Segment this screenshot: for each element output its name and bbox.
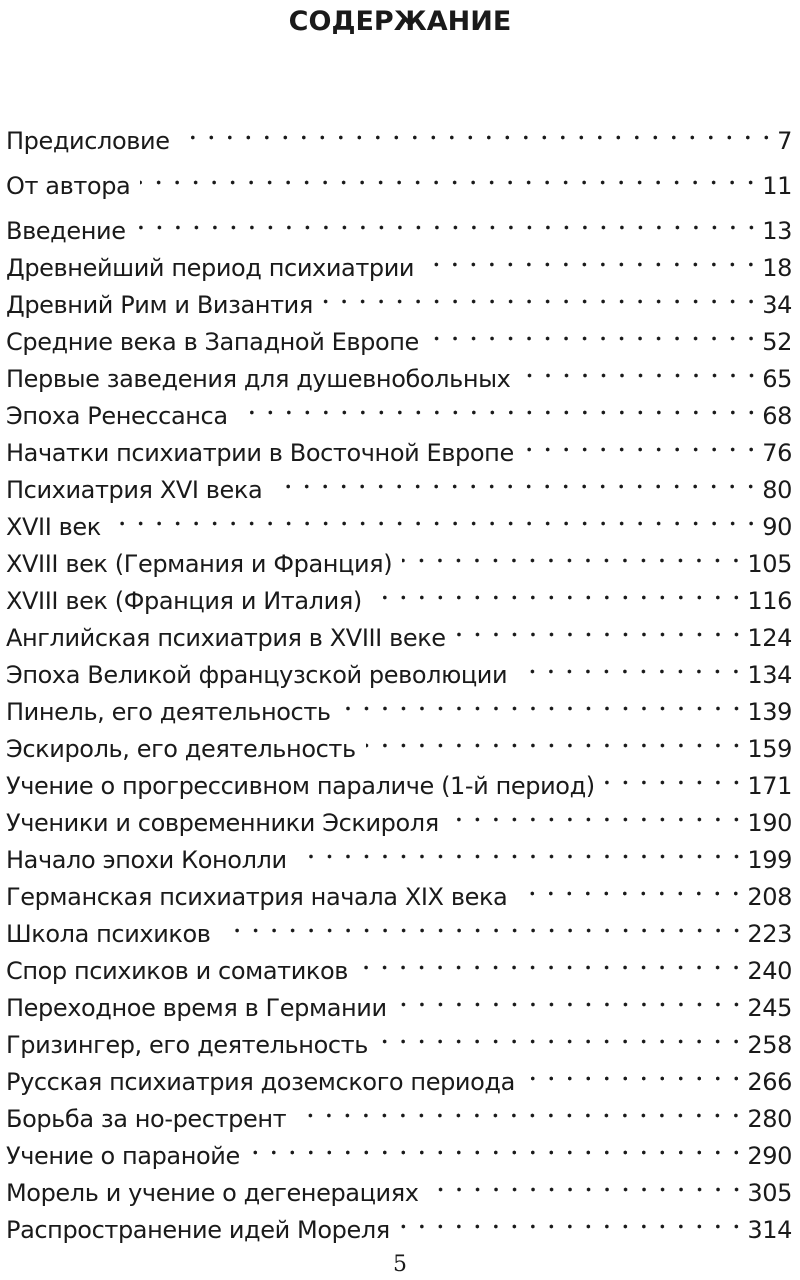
- dot-leader: [456, 609, 746, 646]
- toc-entry-page-number: 116: [747, 587, 792, 615]
- toc-entry-page-number: 199: [747, 846, 792, 874]
- toc-entry-page-number: 90: [762, 513, 792, 541]
- toc-entry-title: Предисловие: [6, 127, 170, 155]
- dot-leader: [524, 424, 760, 461]
- toc-entry-page-number: 280: [747, 1105, 792, 1133]
- toc-entry-title: Борьба за но-рестрент: [6, 1105, 287, 1133]
- toc-entry-title: Первые заведения для душевнобольных: [6, 365, 511, 393]
- dot-leader: [517, 868, 745, 905]
- toc-entry[interactable]: [6, 1053, 792, 1096]
- toc-entry-page-number: 11: [762, 172, 792, 200]
- dot-leader: [238, 387, 761, 424]
- dot-leader: [378, 1016, 745, 1053]
- toc-entry-title: Русская психиатрия доземского периода: [6, 1068, 515, 1096]
- toc-entry-page-number: 240: [747, 957, 792, 985]
- page-title: СОДЕРЖАНИЕ: [288, 6, 512, 37]
- toc-entry-page-number: 159: [747, 735, 792, 763]
- toc-entry-page-number: 65: [762, 365, 792, 393]
- toc-entry-page-number: 124: [747, 624, 792, 652]
- toc-entry-title: Древнейший период психиатрии: [6, 254, 415, 282]
- toc-entry-title: Распространение идей Мореля: [6, 1216, 390, 1244]
- toc-entry[interactable]: [6, 313, 792, 356]
- dot-leader: [517, 646, 745, 683]
- dot-leader: [429, 1164, 746, 1201]
- toc-entry[interactable]: [6, 202, 792, 245]
- toc-entry[interactable]: [6, 239, 792, 282]
- toc-entry-title: Германская психиатрия начала XIX века: [6, 883, 508, 911]
- toc-entry[interactable]: [6, 979, 792, 1022]
- toc-entry-title: Введение: [6, 217, 126, 245]
- toc-entry[interactable]: [6, 1201, 792, 1244]
- dot-leader: [605, 757, 746, 794]
- toc-entry[interactable]: [6, 868, 792, 911]
- page-number: 5: [393, 1252, 407, 1277]
- toc-entry-page-number: 190: [747, 809, 792, 837]
- toc-entry-page-number: 171: [747, 772, 792, 800]
- toc-entry[interactable]: [6, 387, 792, 430]
- dot-leader: [136, 202, 761, 239]
- toc-entry[interactable]: [6, 1127, 792, 1170]
- toc-entry[interactable]: [6, 831, 792, 874]
- dot-leader: [297, 831, 746, 868]
- toc-entry-page-number: 314: [747, 1216, 792, 1244]
- toc-entry-title: Древний Рим и Византия: [6, 291, 313, 319]
- toc-entry[interactable]: [6, 276, 792, 319]
- toc-entry-title: Психиатрия XVI века: [6, 476, 263, 504]
- toc-entry-page-number: 134: [747, 661, 792, 689]
- toc-entry-title: Учение о паранойе: [6, 1142, 240, 1170]
- toc-entry[interactable]: [6, 1164, 792, 1207]
- toc-entry[interactable]: [6, 720, 792, 763]
- toc-entry-title: XVII век: [6, 513, 101, 541]
- toc-entry-page-number: 223: [747, 920, 792, 948]
- toc-entry[interactable]: [6, 794, 792, 837]
- toc-entry-page-number: 245: [747, 994, 792, 1022]
- toc-entry-title: Эскироль, его деятельность: [6, 735, 356, 763]
- toc-entry-title: Пинель, его деятельность: [6, 698, 331, 726]
- toc-entry-page-number: 52: [762, 328, 792, 356]
- toc-entry[interactable]: [6, 1016, 792, 1059]
- toc-entry-page-number: 80: [762, 476, 792, 504]
- toc-entry-title: Морель и учение о дегенерациях: [6, 1179, 419, 1207]
- toc-entry-title: XVIII век (Германия и Франция): [6, 550, 393, 578]
- toc-entry-title: Учение о прогрессивном параличе (1-й период): [6, 772, 595, 800]
- toc-entry-title: От автора: [6, 172, 131, 200]
- toc-entry[interactable]: [6, 1090, 792, 1133]
- dot-leader: [397, 979, 746, 1016]
- dot-leader: [272, 461, 760, 498]
- dot-leader: [358, 942, 745, 979]
- toc-entry-title: Английская психиатрия в XVIII веке: [6, 624, 446, 652]
- toc-entry-title: Ученики и современники Эскироля: [6, 809, 439, 837]
- toc-entry[interactable]: [6, 157, 792, 200]
- toc-entry[interactable]: [6, 350, 792, 393]
- toc-entry[interactable]: [6, 942, 792, 985]
- toc-entry[interactable]: [6, 112, 792, 155]
- dot-leader: [296, 1090, 745, 1127]
- toc-entry-page-number: 18: [762, 254, 792, 282]
- toc-entry[interactable]: [6, 609, 792, 652]
- toc-entry[interactable]: [6, 683, 792, 726]
- toc-entry-page-number: 76: [762, 439, 792, 467]
- toc-entry-page-number: 266: [747, 1068, 792, 1096]
- toc-entry[interactable]: [6, 461, 792, 504]
- toc-entry[interactable]: [6, 535, 792, 578]
- toc-entry-page-number: 68: [762, 402, 792, 430]
- toc-entry-page-number: 105: [747, 550, 792, 578]
- toc-entry-title: Спор психиков и соматиков: [6, 957, 349, 985]
- toc-entry-page-number: 13: [762, 217, 792, 245]
- toc-entry-page-number: 7: [777, 127, 792, 155]
- dot-leader: [402, 535, 745, 572]
- toc-entry-page-number: 290: [747, 1142, 792, 1170]
- toc-entry[interactable]: [6, 498, 792, 541]
- dot-leader: [449, 794, 746, 831]
- toc-entry-title: Начатки психиатрии в Восточной Европе: [6, 439, 514, 467]
- toc-entry[interactable]: [6, 424, 792, 467]
- dot-leader: [366, 720, 746, 757]
- dot-leader: [521, 350, 761, 387]
- toc-entry-page-number: 208: [747, 883, 792, 911]
- toc-entry-page-number: 258: [747, 1031, 792, 1059]
- dot-leader: [250, 1127, 746, 1164]
- dot-leader: [429, 313, 760, 350]
- toc-entry-title: Эпоха Великой французской революции: [6, 661, 508, 689]
- toc-entry-page-number: 34: [762, 291, 792, 319]
- dot-leader: [221, 905, 746, 942]
- toc-entry-page-number: 139: [747, 698, 792, 726]
- dot-leader: [323, 276, 760, 313]
- toc-entry-title: Средние века в Западной Европе: [6, 328, 419, 356]
- toc-entry-title: Школа психиков: [6, 920, 211, 948]
- dot-leader: [111, 498, 760, 535]
- dot-leader: [400, 1201, 746, 1238]
- toc-entry[interactable]: [6, 572, 792, 615]
- toc-entry-page-number: 305: [747, 1179, 792, 1207]
- table-of-contents: [6, 112, 792, 1244]
- dot-leader: [180, 112, 776, 149]
- dot-leader: [525, 1053, 746, 1090]
- toc-entry[interactable]: [6, 646, 792, 689]
- toc-entry-title: Эпоха Ренессанса: [6, 402, 228, 430]
- toc-entry-title: Гризингер, его деятельность: [6, 1031, 368, 1059]
- dot-leader: [424, 239, 760, 276]
- toc-entry-title: XVIII век (Франция и Италия): [6, 587, 362, 615]
- toc-entry-title: Начало эпохи Конолли: [6, 846, 287, 874]
- dot-leader: [140, 157, 760, 194]
- dot-leader: [372, 572, 746, 609]
- dot-leader: [341, 683, 746, 720]
- toc-entry-title: Переходное время в Германии: [6, 994, 387, 1022]
- toc-entry[interactable]: [6, 757, 792, 800]
- toc-entry[interactable]: [6, 905, 792, 948]
